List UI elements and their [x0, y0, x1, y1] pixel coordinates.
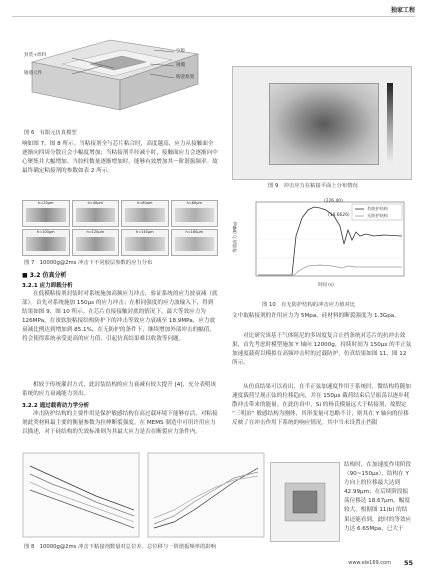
- fig7-panel: [72, 229, 120, 256]
- fig7-panel-title: h=40μm: [87, 201, 103, 205]
- fig10-chart: [234, 196, 410, 296]
- fig7-panel: [171, 229, 219, 256]
- fig9-caption: 图 9 冲击应力在粘接平面上分布情况: [268, 183, 358, 189]
- fig7-panel-title: h=160μm: [185, 230, 203, 234]
- fig7-panel: [121, 200, 169, 227]
- fig10-xlabel: 时间 (s): [318, 283, 334, 288]
- fig6-label-frame: 陶瓷框架: [176, 75, 195, 80]
- fig7-panel-title: h=100μm: [37, 230, 55, 234]
- footer-page-number: 55: [403, 559, 413, 567]
- fig7-panel-title: h=120μm: [86, 230, 104, 234]
- paragraph-right-1: 文中取粘接剂的许用应力为 5Mpa，硅材料的断裂强度为 1.3Gpa。: [232, 313, 400, 319]
- fig7-caption: 图 7 10000g@2ms 冲击下不同胶层参数的应力分布: [24, 260, 153, 266]
- fig6-label-film: 薄膜: [176, 63, 186, 68]
- fig7-panel: [22, 229, 70, 256]
- paragraph-verify: 相较于传统灌封方式，此封装结构的应力衰减有较大提升 [4]，充分表明该系统的应力衰减能力突出。: [22, 382, 217, 398]
- fig6-label-air: 空腔: [176, 49, 186, 54]
- paragraph-fig6-8: 响如图 7、图 8 所示。当粘接剂全与芯片粘合时，高度越高，应力从接触面全逐渐向四周分散且会小幅度增加；当粘接剂半径减小时，接触面应力会逐渐向中心聚集并大幅增加。当胶柱数量逐渐增加时，能够有效增加其一阶谐振频率。故最终确定粘接剂的参数如表 2 所示。: [22, 141, 218, 175]
- fig10-ylabel: 等效应力 (MPa): [233, 221, 239, 253]
- fig6-label-soft-pad: 封装+焊料: [24, 53, 47, 58]
- fig9-colorbar: [387, 83, 393, 163]
- heading-3-2-1: 3.2.1 应力卸载分析: [22, 283, 73, 289]
- footer-url: www.ele169.com: [348, 560, 391, 566]
- fig7-panel-title: h=20μm: [38, 201, 54, 205]
- fig10-annotation-1: (226.40): [324, 199, 343, 204]
- fig6-label-sensitive: 敏感元件: [24, 71, 43, 76]
- fig8-svg: [22, 452, 266, 538]
- fig10-caption: 图 10 有无防护结构的冲击应力值对比: [262, 302, 356, 308]
- fig10-annotation-2: (18.6626): [328, 213, 350, 218]
- fig7-panel: [22, 200, 70, 227]
- paragraph-right-2: 对比研究该基于气体阻尼的多周度复合止挡条统对芯片的抗冲击效果，首先考虑时模型施加 Y 轴向 12000g，持续时间为 150μs 的半正弦加速度载荷以模拟在高频冲击时的过载防护，仿真结果如图 11、图 12 所示。: [232, 333, 412, 367]
- fig8-caption: 图 8 10000g@2ms 冲击下粘接剂数量对总位差、总位移与一阶谐振频率的影响: [24, 544, 216, 550]
- heading-3-2-2: 3.2.2 通过载荷动力学分析: [22, 403, 90, 409]
- paragraph-stress: 在低模粘接剂封装时对系统施加高频应力冲击，验证系统的应力波衰减（底部）。首先对系统施加 150μs 的应力冲击；在相同强度的应力波输入下，得到结果如图 9、图 10 所示。在芯片直接接触封底的情况下，最大等效应力为 126MPa，在该软胶粘接结构防护下的冲击等效应力衰减至 18.9MPa，应力波衰减比例达到增加到 85.1%，在无防护的条件下，继续增加外部冲击的幅值，将会使得系统承受更高的应力值，引起仿真结果难以收敛等问题。: [22, 291, 218, 343]
- header-section: 独家工程: [390, 7, 415, 14]
- fig9-surface: [269, 83, 379, 165]
- fig9-image: [232, 66, 412, 180]
- header-rule: [12, 16, 415, 17]
- fig8-image: [22, 452, 266, 538]
- fig7-panel-title: h=140μm: [136, 230, 154, 234]
- fig7-panel: [121, 229, 169, 256]
- fig7-panel: [72, 200, 120, 227]
- fig11-image: [270, 462, 340, 542]
- paragraph-right-3: 从仿真结果可以看出，在半正弦加速度作用于系统时，微结构将随加速度载荷呈现正弦的位移趋向，并在 150μs 截荷结束后呈振荡以逐步耗散冲击带来的能量。在此仿真中，Si 的杨氏模量远大于粘接剂，故假定 “三明治” 敏感结构为刚体，其形变量可忽略不计，则其在 Y 轴向的位移反映了在冲击作用下系统的响应情况。其中当未设置止挡限: [232, 384, 411, 427]
- fig6-caption: 图 6 有限元仿真模型: [24, 130, 77, 136]
- fig10-legend-2: 无防护结构: [367, 213, 388, 218]
- fig7-image: [22, 200, 218, 256]
- fig10-legend-1: 有防护结构: [367, 206, 388, 211]
- paragraph-dynamics: 冲击防护结构的主要作用是保护敏感结构在高过载环境下能够存活，对粘接剂此类材料最主要的衡量参数为拉伸断裂强度。在 MEMS 制造中可用许用应力以描述，对于硅结构的失效标准则为其最大应力是否在断裂应力条件内。: [22, 411, 218, 436]
- fig7-panel-title: h=60μm: [137, 201, 153, 205]
- fig7-panel: [171, 200, 219, 227]
- fig6-model-image: [22, 24, 218, 124]
- paragraph-right-4: 结构时，在加速度作用阶段（90~150μs），结构在 Y 方向上的位移最大达到 42.99μm；在后续阶段振荡位移达 18.67μm，幅度较大。根据图 11(b) 的结果还能看到，此时的等效应力达 6.65Mpa，已大于: [344, 462, 412, 532]
- heading-3-2: ■ 3.2 仿真分析: [22, 272, 67, 279]
- fig7-panel-title: h=80μm: [186, 201, 202, 205]
- fig11-svg: [271, 463, 339, 541]
